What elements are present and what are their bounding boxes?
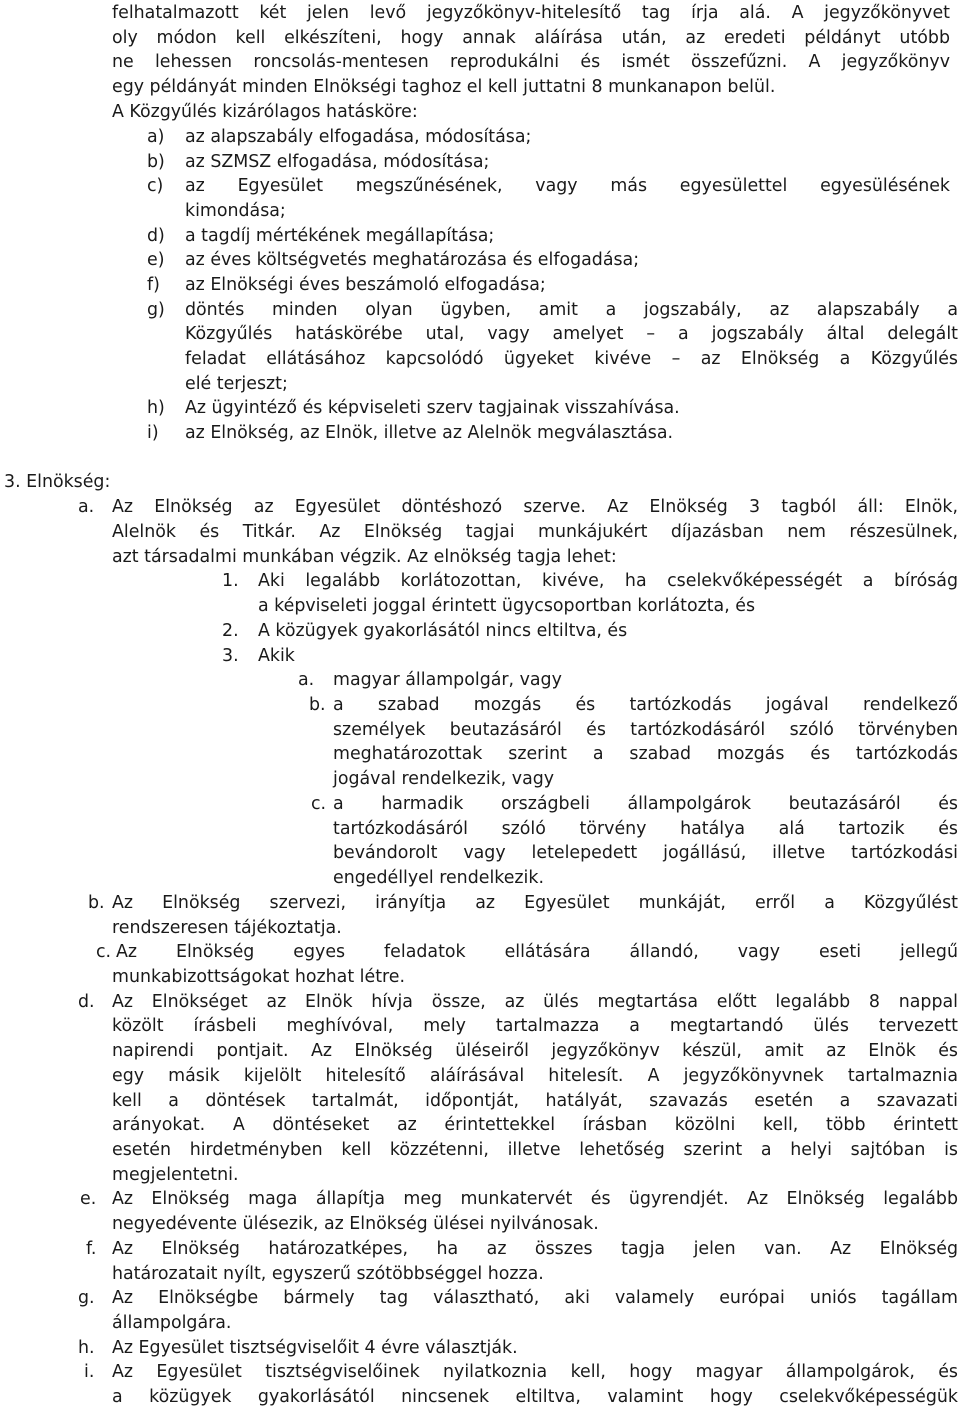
list-marker: e. [80, 1189, 97, 1209]
list-marker: 1. [222, 571, 239, 591]
list-item: bevándorolt vagy letelepedett jogállású, illetve tartózkodási [333, 843, 958, 863]
list-marker: d. [78, 992, 95, 1012]
list-item: elé terjeszt; [185, 374, 288, 394]
list-item: tartózkodásáról szóló törvény hatálya alá tartozik és [333, 819, 958, 839]
list-marker: b) [147, 152, 165, 172]
list-marker: 2. [222, 621, 239, 641]
list-item: egy másik kijelölt hitelesítő aláírásával hitelesít. A jegyzőkönyvnek tartalmaznia [112, 1066, 958, 1086]
list-marker: c. [311, 794, 327, 814]
list-marker: i. [84, 1362, 95, 1382]
list-marker: a) [147, 127, 165, 147]
paragraph-line: ne lehessen roncsolás-mentesen reprodukálni és ismét összefűzni. A jegyzőkönyv [112, 52, 950, 72]
section-heading: 3. Elnökség: [4, 472, 111, 492]
list-item: Aki legalább korlátozottan, kivéve, ha cselekvőképességét a bíróság [258, 571, 958, 591]
list-item: az SZMSZ elfogadása, módosítása; [185, 152, 490, 172]
list-item: Az Egyesület tisztségviselőinek nyilatkoznia kell, hogy magyar állampolgárok, és [112, 1362, 958, 1382]
list-marker: 3. [222, 646, 239, 666]
list-item: döntés minden olyan ügyben, amit a jogszabály, az alapszabály a [185, 300, 958, 320]
list-marker: f) [147, 275, 160, 295]
list-item: rendszeresen tájékoztatja. [112, 918, 342, 938]
paragraph-line: felhatalmazott két jelen levő jegyzőkönyv-hitelesítő tag írja alá. A jegyzőkönyvet [112, 3, 950, 23]
list-marker: c. [96, 942, 112, 962]
list-marker: g. [78, 1288, 95, 1308]
list-item: az Elnökségi éves beszámoló elfogadása; [185, 275, 546, 295]
list-marker: i) [147, 423, 159, 443]
list-marker: d) [147, 226, 165, 246]
list-item: arányokat. A döntéseket az érintettekkel írásban közölni kell, több érintett [112, 1115, 958, 1135]
list-item: Az Elnökség maga állapítja meg munkatervét és ügyrendjét. Az Elnökség legalább [112, 1189, 958, 1209]
list-item: Az Elnökség határozatképes, ha az összes tagja jelen van. Az Elnökség [112, 1239, 958, 1259]
list-item: Közgyűlés hatáskörébe utal, vagy amelyet – a jogszabály által delegált [185, 324, 958, 344]
list-item: az éves költségvetés meghatározása és elfogadása; [185, 250, 640, 270]
list-item: a képviseleti joggal érintett ügycsoportban korlátozta, és [258, 596, 756, 616]
list-item: napirendi pontjait. Az Elnökség üléseiről jegyzőkönyv készül, amit az Elnök és [112, 1041, 958, 1061]
list-item: az Egyesület megszűnésének, vagy más egyesülettel egyesülésének [185, 176, 950, 196]
paragraph-line: oly módon kell elkészíteni, hogy annak aláírása után, az eredeti példányt utóbb [112, 28, 950, 48]
list-item: a közügyek gyakorlásától nincsenek eltiltva, valamint hogy cselekvőképességük [112, 1387, 958, 1407]
list-item: kimondása; [185, 201, 286, 221]
list-marker: a. [78, 497, 95, 517]
list-item: kell a döntések tartalmát, időpontját, hatályát, szavazás esetén a szavazati [112, 1091, 958, 1111]
list-marker: f. [86, 1239, 97, 1259]
list-item: a szabad mozgás és tartózkodás jogával rendelkező [333, 695, 958, 715]
list-item: az Elnökség, az Elnök, illetve az Alelnök megválasztása. [185, 423, 674, 443]
paragraph-line: egy példányát minden Elnökségi taghoz el kell juttatni 8 munkanapon belül. [112, 77, 776, 97]
list-marker: b. [88, 893, 105, 913]
list-item: magyar állampolgár, vagy [333, 670, 562, 690]
list-item: Az Elnökség egyes feladatok ellátására állandó, vagy eseti jellegű [116, 942, 958, 962]
list-item: Alelnök és Titkár. Az Elnökség tagjai munkájukért díjazásban nem részesülnek, [112, 522, 958, 542]
list-marker: c) [147, 176, 164, 196]
list-item: határozatait nyílt, egyszerű szótöbbséggel hozza. [112, 1264, 544, 1284]
list-item: Az ügyintéző és képviseleti szerv tagjainak visszahívása. [185, 398, 680, 418]
list-marker: h. [78, 1338, 95, 1358]
list-item: a harmadik országbeli állampolgárok beutazásáról és [333, 794, 958, 814]
section-heading: A Közgyűlés kizárólagos hatásköre: [112, 102, 418, 122]
list-item: állampolgára. [112, 1313, 232, 1333]
list-item: Az Elnökségbe bármely tag választható, aki valamely európai uniós tagállam [112, 1288, 958, 1308]
list-item: feladat ellátásához kapcsolódó ügyeket kivéve – az Elnökség a Közgyűlés [185, 349, 958, 369]
list-item: Akik [258, 646, 295, 666]
list-item: közölt írásbeli meghívóval, mely tartalmazza a megtartandó ülés tervezett [112, 1016, 958, 1036]
list-item: Az Egyesület tisztségviselőit 4 évre választják. [112, 1338, 518, 1358]
list-item: negyedévente ülésezik, az Elnökség ülései nyilvánosak. [112, 1214, 599, 1234]
list-marker: h) [147, 398, 165, 418]
list-item: személyek beutazásáról és tartózkodásáról szóló törvényben [333, 720, 958, 740]
list-marker: b. [309, 695, 326, 715]
list-item: meghatározottak szerint a szabad mozgás és tartózkodás [333, 744, 958, 764]
list-item: jogával rendelkezik, vagy [333, 769, 555, 789]
list-item: engedéllyel rendelkezik. [333, 868, 544, 888]
list-item: Az Elnökség az Egyesület döntéshozó szerve. Az Elnökség 3 tagból áll: Elnök, [112, 497, 958, 517]
list-marker: a. [298, 670, 315, 690]
list-marker: e) [147, 250, 165, 270]
list-item: megjelentetni. [112, 1165, 239, 1185]
list-item: esetén hirdetményben kell közzétenni, illetve lehetőség szerint a helyi sajtóban is [112, 1140, 958, 1160]
list-item: azt társadalmi munkában végzik. Az elnökség tagja lehet: [112, 547, 617, 567]
list-item: Az Elnökséget az Elnök hívja össze, az ülés megtartása előtt legalább 8 nappal [112, 992, 958, 1012]
list-item: munkabizottságokat hozhat létre. [112, 967, 406, 987]
list-marker: g) [147, 300, 165, 320]
list-item: Az Elnökség szervezi, irányítja az Egyesület munkáját, erről a Közgyűlést [112, 893, 958, 913]
list-item: a tagdíj mértékének megállapítása; [185, 226, 495, 246]
list-item: az alapszabály elfogadása, módosítása; [185, 127, 532, 147]
list-item: A közügyek gyakorlásától nincs eltiltva, és [258, 621, 628, 641]
